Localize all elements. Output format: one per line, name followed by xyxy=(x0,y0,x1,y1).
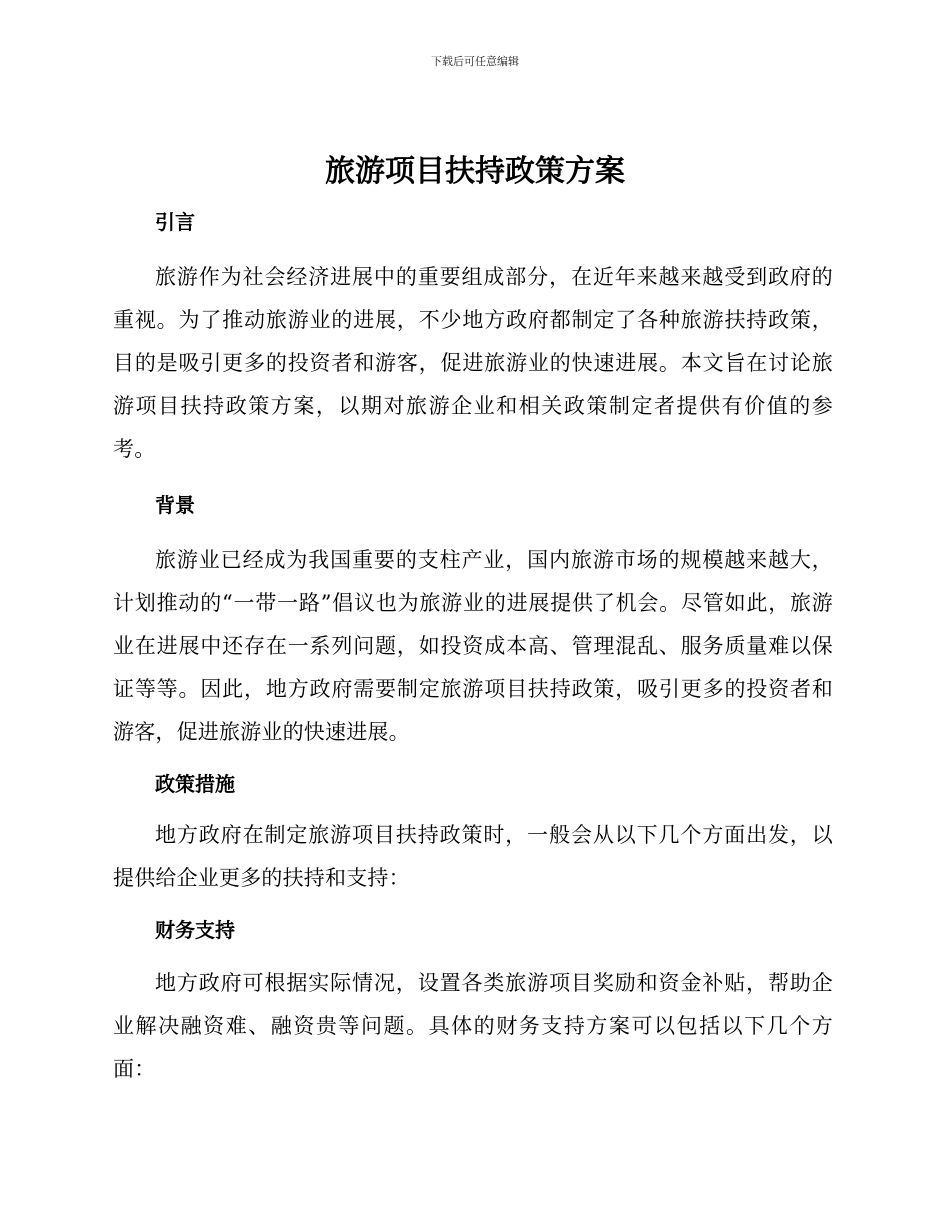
section-heading-financial-support: 财务支持 xyxy=(155,918,235,942)
document-title: 旅游项目扶持政策方案 xyxy=(325,154,625,189)
section-heading-intro: 引言 xyxy=(155,210,195,234)
section-heading-background: 背景 xyxy=(155,493,195,517)
section-paragraph-intro: 旅游作为社会经济进展中的重要组成部分，在近年来越来越受到政府的重视。为了推动旅游业的进展，不少地方政府都制定了各种旅游扶持政策，目的是吸引更多的投资者和游客，促进旅游业的快速进展。本文旨在讨论旅游项目扶持政策方案，以期对旅游企业和相关政策制定者提供有价值的参考。 xyxy=(113,265,833,461)
section-paragraph-background: 旅游业已经成为我国重要的支柱产业，国内旅游市场的规模越来越大，计划推动的“一带一路”倡议也为旅游业的进展提供了机会。尽管如此，旅游业在进展中还存在一系列问题，如投资成本高、管理混乱、服务质量难以保证等等。因此，地方政府需要制定旅游项目扶持政策，吸引更多的投资者和游客，促进旅游业的快速进展。 xyxy=(113,548,833,744)
section-paragraph-financial-support: 地方政府可根据实际情况，设置各类旅游项目奖励和资金补贴，帮助企业解决融资难、融资贵等问题。具体的财务支持方案可以包括以下几个方面： xyxy=(113,971,833,1081)
header-note: 下载后可任意编辑 xyxy=(431,55,519,68)
section-paragraph-policy-measures: 地方政府在制定旅游项目扶持政策时，一般会从以下几个方面出发，以提供给企业更多的扶持和支持： xyxy=(113,823,833,890)
document-body xyxy=(113,202,833,1091)
section-heading-policy-measures: 政策措施 xyxy=(155,772,235,796)
